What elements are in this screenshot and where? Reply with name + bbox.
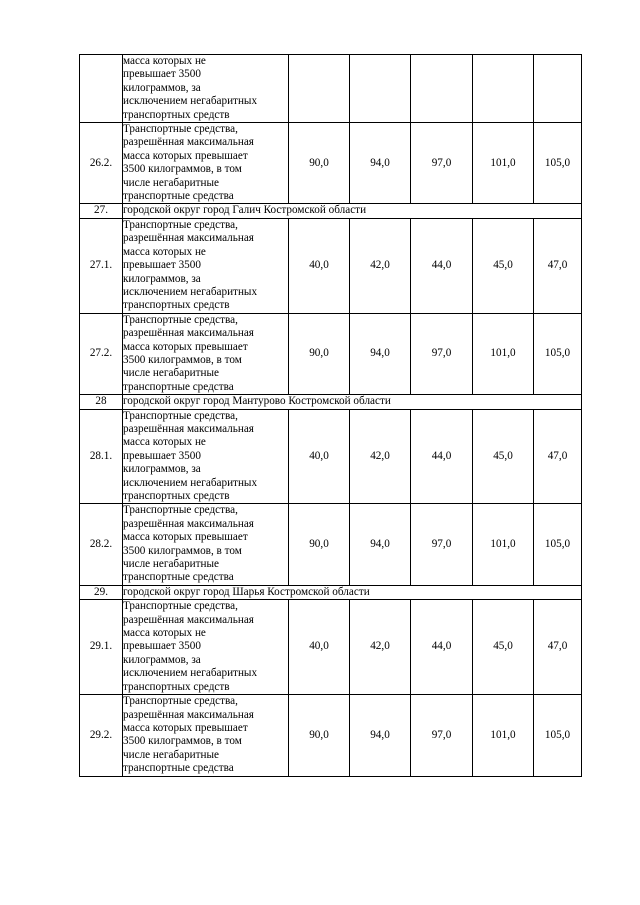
tariff-value: 42,0 [350, 600, 411, 695]
table-row [80, 313, 582, 394]
row-number: 27.2. [80, 313, 123, 394]
description-line: разрешённая максимальная [123, 327, 254, 340]
table-row [80, 600, 582, 695]
tariff-value: 101,0 [473, 695, 534, 776]
description-line: килограммов, за [123, 272, 201, 285]
description-line: разрешённая максимальная [123, 708, 254, 721]
description-line: масса которых не [123, 55, 206, 67]
row-number: 28 [80, 395, 123, 409]
tariff-value: 94,0 [350, 695, 411, 776]
vehicle-description [123, 504, 289, 585]
tariff-value: 44,0 [411, 600, 473, 695]
tariff-value: 94,0 [350, 123, 411, 204]
tariff-value: 105,0 [534, 504, 582, 585]
description-line: масса которых превышает [123, 149, 248, 162]
section-row [80, 204, 582, 218]
description-line: числе негабаритные [123, 558, 220, 571]
tariff-value: 42,0 [350, 409, 411, 504]
description-line: числе негабаритные [123, 748, 220, 761]
description-line: исключением негабаритных [123, 285, 258, 298]
description-line: Транспортные средства, [123, 313, 238, 326]
tariff-value: 44,0 [411, 409, 473, 504]
table-row [80, 695, 582, 776]
tariff-value: 105,0 [534, 695, 582, 776]
description-line: транспортные средства [123, 571, 234, 584]
tariff-value: 44,0 [411, 218, 473, 313]
tariff-value [473, 55, 534, 123]
row-number: 29. [80, 585, 123, 599]
description-line: исключением негабаритных [123, 476, 258, 489]
description-line: масса которых не [123, 245, 206, 258]
tariff-value: 47,0 [534, 218, 582, 313]
description-line: разрешённая максимальная [123, 136, 254, 149]
tariff-value: 40,0 [289, 409, 350, 504]
section-title: городской округ город Галич Костромской области [123, 204, 582, 218]
description-line: Транспортные средства, [123, 218, 238, 231]
tariff-value: 40,0 [289, 218, 350, 313]
vehicle-description [123, 55, 289, 123]
description-line: 3500 килограммов, в том [123, 735, 242, 748]
table-row [80, 218, 582, 313]
tariff-value [350, 55, 411, 123]
description-line: масса которых превышает [123, 721, 248, 734]
row-number: 28.2. [80, 504, 123, 585]
row-number: 29.1. [80, 600, 123, 695]
description-line: исключением негабаритных [123, 667, 258, 680]
description-line: масса которых не [123, 627, 206, 640]
tariff-value: 105,0 [534, 313, 582, 394]
tariff-value: 45,0 [473, 218, 534, 313]
description-line: Транспортные средства, [123, 695, 238, 708]
tariff-value: 90,0 [289, 504, 350, 585]
table-row [80, 55, 582, 123]
tariff-table [79, 54, 582, 777]
description-line: числе негабаритные [123, 176, 220, 189]
vehicle-description [123, 218, 289, 313]
description-line: масса которых превышает [123, 340, 248, 353]
tariff-value: 101,0 [473, 123, 534, 204]
row-number: 27. [80, 204, 123, 218]
description-line: транспортные средства [123, 380, 234, 393]
tariff-value [534, 55, 582, 123]
vehicle-description [123, 123, 289, 204]
description-line: транспортные средства [123, 190, 234, 203]
description-line: килограммов, за [123, 463, 201, 476]
description-line: числе негабаритные [123, 367, 220, 380]
table-row [80, 123, 582, 204]
tariff-value: 97,0 [411, 313, 473, 394]
section-row [80, 395, 582, 409]
description-line: разрешённая максимальная [123, 232, 254, 245]
tariff-value: 101,0 [473, 313, 534, 394]
tariff-value: 90,0 [289, 695, 350, 776]
table-body [80, 55, 582, 777]
row-number: 28.1. [80, 409, 123, 504]
tariff-value [289, 55, 350, 123]
section-title: городской округ город Шарья Костромской области [123, 585, 582, 599]
description-line: масса которых не [123, 436, 206, 449]
tariff-value: 45,0 [473, 409, 534, 504]
row-number: 27.1. [80, 218, 123, 313]
tariff-value: 97,0 [411, 695, 473, 776]
vehicle-description [123, 409, 289, 504]
description-line: разрешённая максимальная [123, 517, 254, 530]
description-line: 3500 килограммов, в том [123, 544, 242, 557]
description-line: транспортных средств [123, 299, 230, 312]
description-line: Транспортные средства, [123, 504, 238, 517]
tariff-value: 90,0 [289, 123, 350, 204]
tariff-value: 105,0 [534, 123, 582, 204]
description-line: исключением негабаритных [123, 95, 258, 108]
description-line: Транспортные средства, [123, 600, 238, 613]
tariff-value: 47,0 [534, 600, 582, 695]
tariff-value: 97,0 [411, 123, 473, 204]
description-line: превышает 3500 [123, 68, 201, 81]
row-number: 29.2. [80, 695, 123, 776]
description-line: масса которых превышает [123, 531, 248, 544]
tariff-value: 94,0 [350, 313, 411, 394]
description-line: 3500 килограммов, в том [123, 353, 242, 366]
tariff-value: 94,0 [350, 504, 411, 585]
row-number: 26.2. [80, 123, 123, 204]
description-line: транспортных средств [123, 108, 230, 121]
description-line: килограммов, за [123, 81, 201, 94]
tariff-value: 40,0 [289, 600, 350, 695]
table-row [80, 409, 582, 504]
description-line: транспортные средства [123, 762, 234, 775]
tariff-value: 101,0 [473, 504, 534, 585]
tariff-value: 42,0 [350, 218, 411, 313]
description-line: Транспортные средства, [123, 123, 238, 136]
section-row [80, 585, 582, 599]
description-line: превышает 3500 [123, 259, 201, 272]
description-line: транспортных средств [123, 490, 230, 502]
vehicle-description [123, 695, 289, 776]
description-line: превышает 3500 [123, 640, 201, 653]
description-line: разрешённая максимальная [123, 613, 254, 626]
tariff-value: 90,0 [289, 313, 350, 394]
row-number [80, 55, 123, 123]
description-line: килограммов, за [123, 653, 201, 666]
document-page [79, 54, 582, 777]
description-line: транспортных средств [123, 680, 230, 693]
description-line: 3500 килограммов, в том [123, 163, 242, 176]
table-row [80, 504, 582, 585]
vehicle-description [123, 600, 289, 695]
tariff-value: 45,0 [473, 600, 534, 695]
tariff-value: 47,0 [534, 409, 582, 504]
tariff-value [411, 55, 473, 123]
description-line: разрешённая максимальная [123, 422, 254, 435]
description-line: превышает 3500 [123, 449, 201, 462]
section-title: городской округ город Мантурово Костромской области [123, 395, 582, 409]
description-line: Транспортные средства, [123, 409, 238, 422]
vehicle-description [123, 313, 289, 394]
tariff-value: 97,0 [411, 504, 473, 585]
